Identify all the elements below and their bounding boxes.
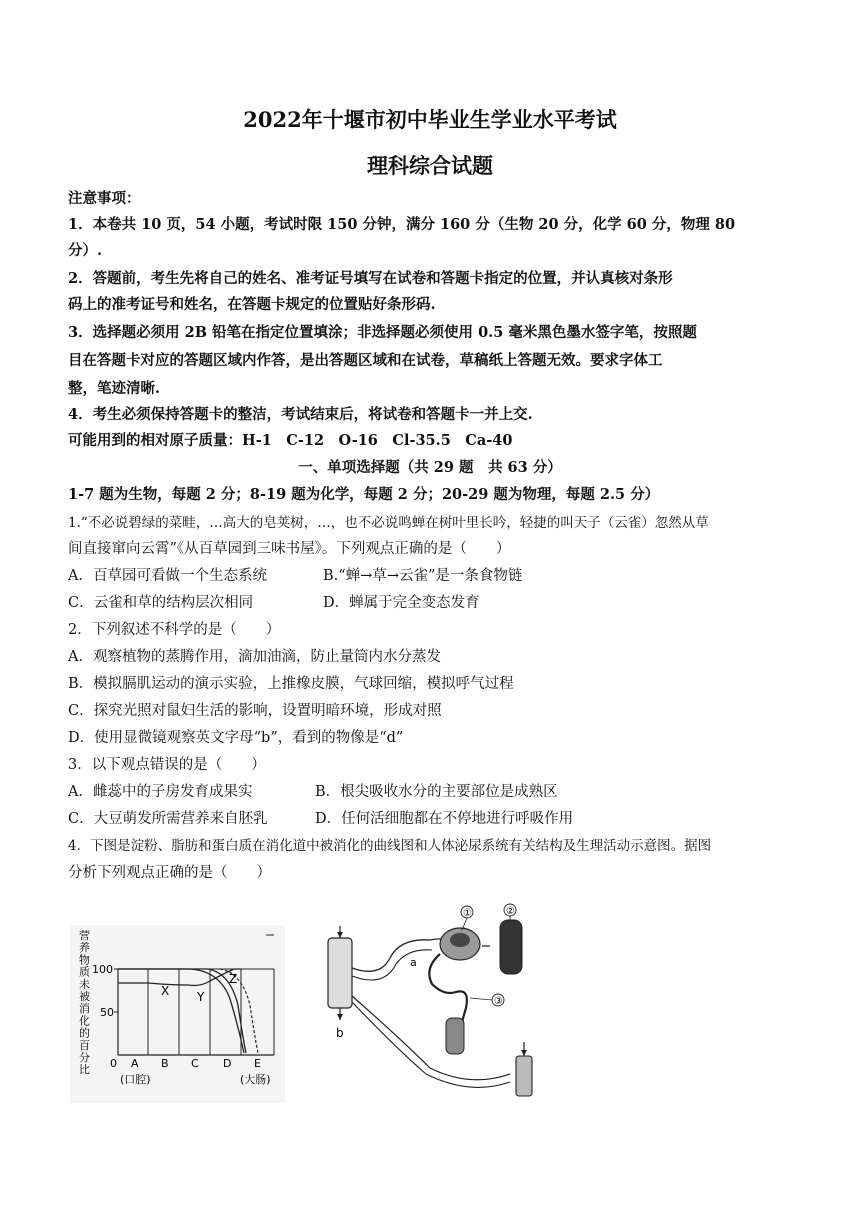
curve-x-descent xyxy=(118,969,246,1053)
curve-label-x: X xyxy=(161,984,170,998)
y-axis-label-char: 分 xyxy=(79,1051,90,1064)
q1-option-a: A．百草园可看做一个生态系统 xyxy=(68,568,267,584)
xtick-c: C xyxy=(191,1057,199,1070)
bottom-right-arrow-head xyxy=(521,1050,527,1056)
xtick-a: A xyxy=(131,1057,139,1070)
label-a: a xyxy=(410,956,417,969)
y-axis-label-char: 比 xyxy=(79,1063,90,1077)
curve-label-z: Z xyxy=(229,972,238,986)
q3-option-c: C．大豆萌发所需营养来自胚乳 xyxy=(68,811,268,827)
tube-lower xyxy=(352,996,510,1080)
urinary-system-diagram xyxy=(320,898,545,1108)
q3-stem: 3．以下观点错误的是（ ） xyxy=(68,757,266,773)
label-3: ③ xyxy=(494,996,503,1007)
q1-option-d: D．蝉属于完全变态发育 xyxy=(323,595,480,611)
note-3-line-1: 3．选择题必须用 2B 铅笔在指定位置填涂；非选择题必须使用 0.5 毫米黑色墨水签字笔，按照题 xyxy=(68,324,697,341)
q1-option-b: B.“蝉→草→云雀”是一条食物链 xyxy=(323,568,523,584)
ytick-100: 100 xyxy=(92,963,113,976)
y-axis-label-char: 化 xyxy=(79,1014,90,1028)
q1-stem-line-2: 间直接窜向云霄”《从百草园到三味书屋》。下列观点正确的是（ ） xyxy=(68,541,511,557)
y-axis-label-char: 质 xyxy=(79,965,90,979)
leader-3 xyxy=(470,998,492,1000)
page-title: 2022年十堰市初中毕业生学业水平考试 xyxy=(243,107,617,132)
note-1-line-2: 分）. xyxy=(68,242,103,259)
xtick-e: E xyxy=(254,1057,261,1070)
collecting-duct xyxy=(446,1018,464,1054)
y-axis-label-char: 未 xyxy=(79,977,90,991)
section-title: 一、单项选择题（共 29 题 共 63 分） xyxy=(298,459,562,476)
y-axis-label xyxy=(79,928,90,1076)
xtick-d: D xyxy=(223,1057,232,1070)
left-vessel xyxy=(328,938,352,1008)
y-axis-label-char: 被 xyxy=(79,990,90,1003)
q3-option-d: D．任何活细胞都在不停地进行呼吸作用 xyxy=(315,811,574,827)
atomic-masses: 可能用到的相对原子质量：H-1 C-12 O-16 Cl-35.5 Ca-40 xyxy=(68,432,513,449)
note-2-line-2: 码上的准考证号和姓名，在答题卡规定的位置贴好条形码. xyxy=(68,296,436,313)
curve-label-y: Y xyxy=(197,990,205,1004)
left-arrow-head xyxy=(337,932,343,938)
urinary-diagram-svg xyxy=(320,898,545,1108)
section-description: 1-7 题为生物，每题 2 分；8-19 题为化学，每题 2 分；20-29 题为物理，每题 2.5 分） xyxy=(68,486,660,503)
q2-option-c: C．探究光照对鼠妇生活的影响，设置明暗环境，形成对照 xyxy=(68,703,442,719)
y-axis-label-char: 营 xyxy=(79,929,90,942)
q4-stem-line-1: 4．下图是淀粉、脂肪和蛋白质在消化道中被消化的曲线图和人体泌尿系统有关结构及生理活动示意图。据图 xyxy=(68,838,712,854)
note-3-line-2: 目在答题卡对应的答题区域内作答，是出答题区域和在试卷，草稿纸上答题无效。要求字体工 xyxy=(68,352,663,369)
y-axis-label-char: 消 xyxy=(79,1002,90,1016)
curve-y xyxy=(118,969,244,1053)
q2-option-b: B．模拟膈肌运动的演示实验，上推橡皮膜，气球回缩，模拟呼气过程 xyxy=(68,676,514,692)
ytick-0: 0 xyxy=(110,1057,117,1070)
glomerulus-core xyxy=(450,933,470,947)
x-note-mouth: (口腔) xyxy=(120,1073,151,1086)
digestion-graph-svg xyxy=(70,925,285,1103)
q3-option-b: B．根尖吸收水分的主要部位是成熟区 xyxy=(315,784,558,800)
right-vessel xyxy=(500,920,522,974)
left-arrow-head-out xyxy=(337,1014,343,1020)
y-axis-label-char: 物 xyxy=(79,953,90,967)
note-2-line-1: 2．答题前，考生先将自己的姓名、准考证号填写在试卷和答题卡指定的位置，并认真核对条形 xyxy=(68,270,673,287)
ytick-50: 50 xyxy=(100,1006,114,1019)
q1-option-c: C．云雀和草的结构层次相同 xyxy=(68,595,254,611)
xtick-b: B xyxy=(161,1057,169,1070)
q3-option-a: A．雌蕊中的子房发育成果实 xyxy=(68,784,253,800)
q1-stem-line-1: 1.“不必说碧绿的菜畦，…高大的皂荚树，…，也不必说鸣蝉在树叶里长吟，轻捷的叫天子（云雀）忽然从草 xyxy=(68,515,709,531)
label-2: ② xyxy=(506,906,515,917)
note-1-line-1: 1．本卷共 10 页，54 小题，考试时限 150 分钟，满分 160 分（生物 20 分，化学 60 分，物理 80 xyxy=(68,216,736,233)
page-subtitle: 理科综合试题 xyxy=(367,153,493,178)
y-axis-label-char: 的 xyxy=(79,1026,90,1040)
note-3-line-3: 整，笔迹清晰. xyxy=(68,380,161,397)
tube-lower-2 xyxy=(352,1002,510,1087)
q4-stem-line-2: 分析下列观点正确的是（ ） xyxy=(68,865,271,881)
digestion-graph xyxy=(70,925,285,1103)
q2-option-a: A．观察植物的蒸腾作用，滴加油滴，防止量筒内水分蒸发 xyxy=(68,649,441,665)
note-4: 4．考生必须保持答题卡的整洁，考试结束后，将试卷和答题卡一并上交. xyxy=(68,406,533,423)
bottom-right-vessel xyxy=(516,1056,532,1096)
label-1: ① xyxy=(463,908,472,919)
y-axis-label-char: 养 xyxy=(79,941,90,955)
q2-stem: 2．下列叙述不科学的是（ ） xyxy=(68,622,281,638)
label-b: b xyxy=(336,1026,344,1040)
y-axis-label-char: 百 xyxy=(79,1038,90,1052)
q2-option-d: D．使用显微镜观察英文字母“b”，看到的物像是“d” xyxy=(68,730,404,746)
notes-heading: 注意事项： xyxy=(68,190,141,207)
x-note-large-intestine: (大肠) xyxy=(240,1073,271,1086)
